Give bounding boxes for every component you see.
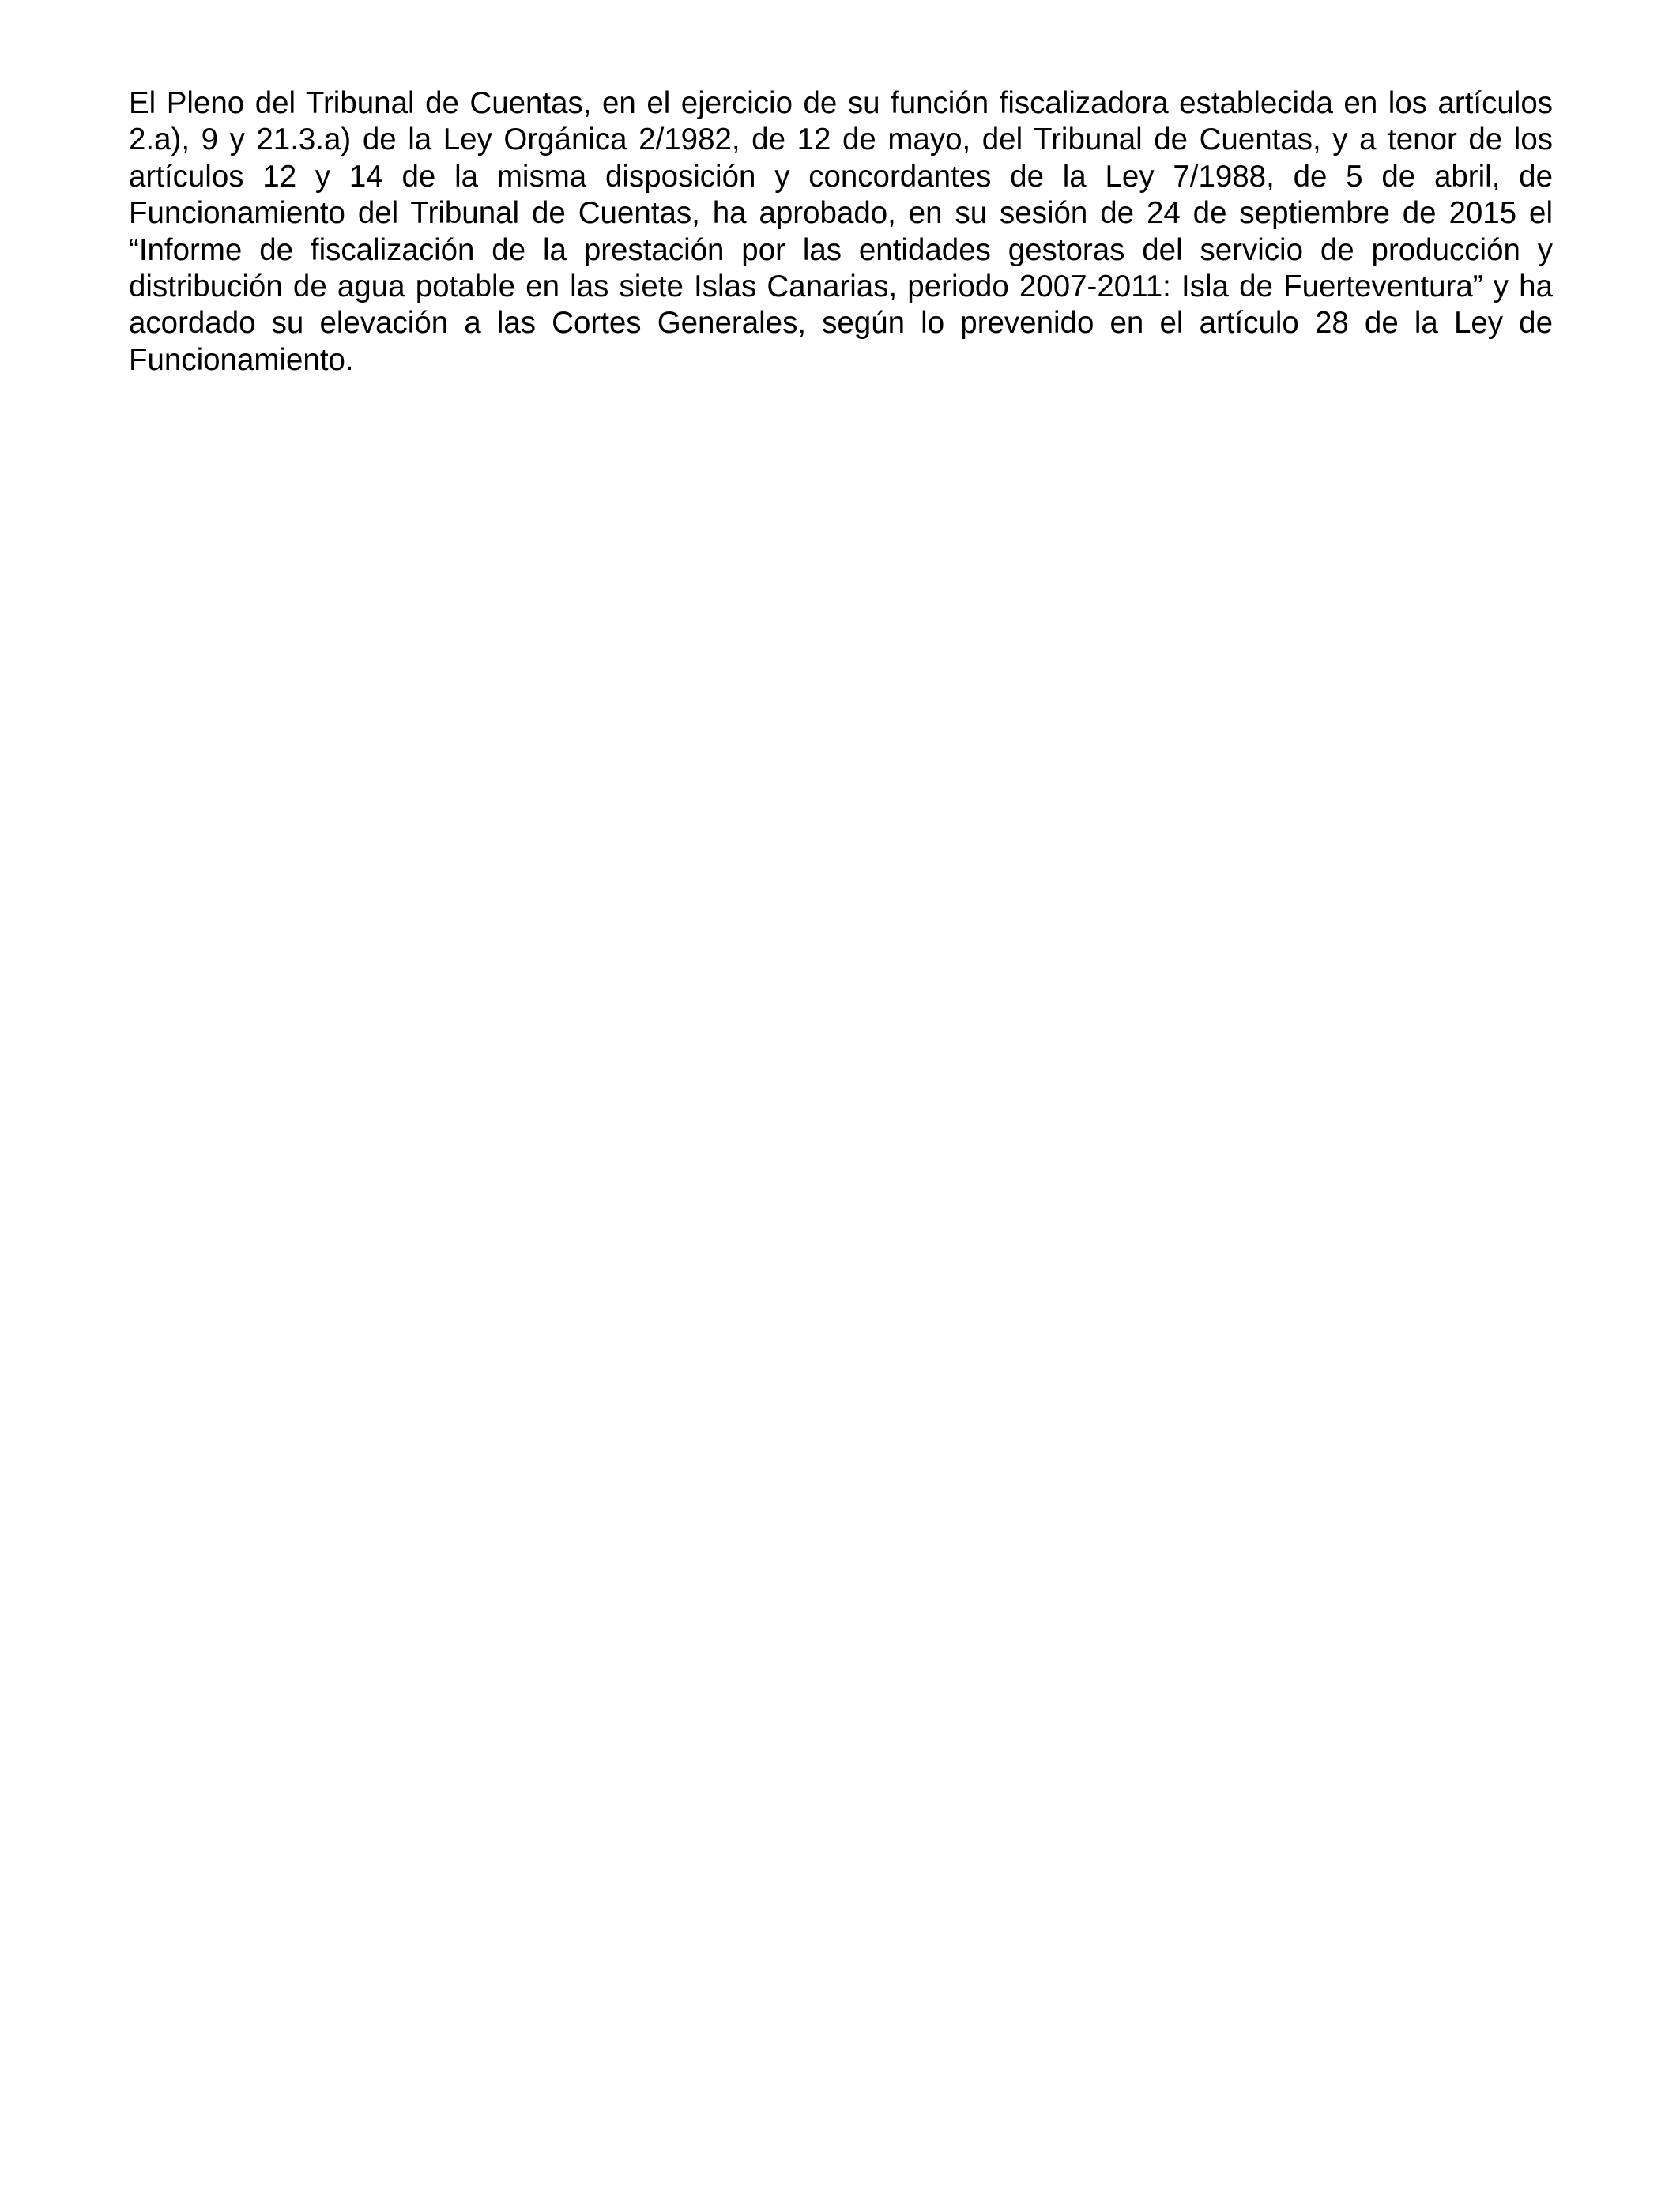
body-paragraph: El Pleno del Tribunal de Cuentas, en el ejercicio de su función fiscalizadora establecida en los artículos 2.a), 9 y 21.3.a) de la Ley Orgánica 2/1982, de 12 de mayo, del Tribunal de Cuentas, y a tenor de los artículos 12 y 14 de la misma disposición y concordantes de la Ley 7/1988, de 5 de abril, de Funcionamiento del Tribunal de Cuentas, ha aprobado, en su sesión de 24 de septiembre de 2015 el “Informe de fiscalización de la prestación por las entidades gestoras del servicio de producción y distribución de agua potable en las siete Islas Canarias, periodo 2007-2011: Isla de Fuerteventura” y ha acordado su elevación a las Cortes Generales, según lo prevenido en el artículo 28 de la Ley de Funcionamiento.: [129, 86, 1553, 377]
